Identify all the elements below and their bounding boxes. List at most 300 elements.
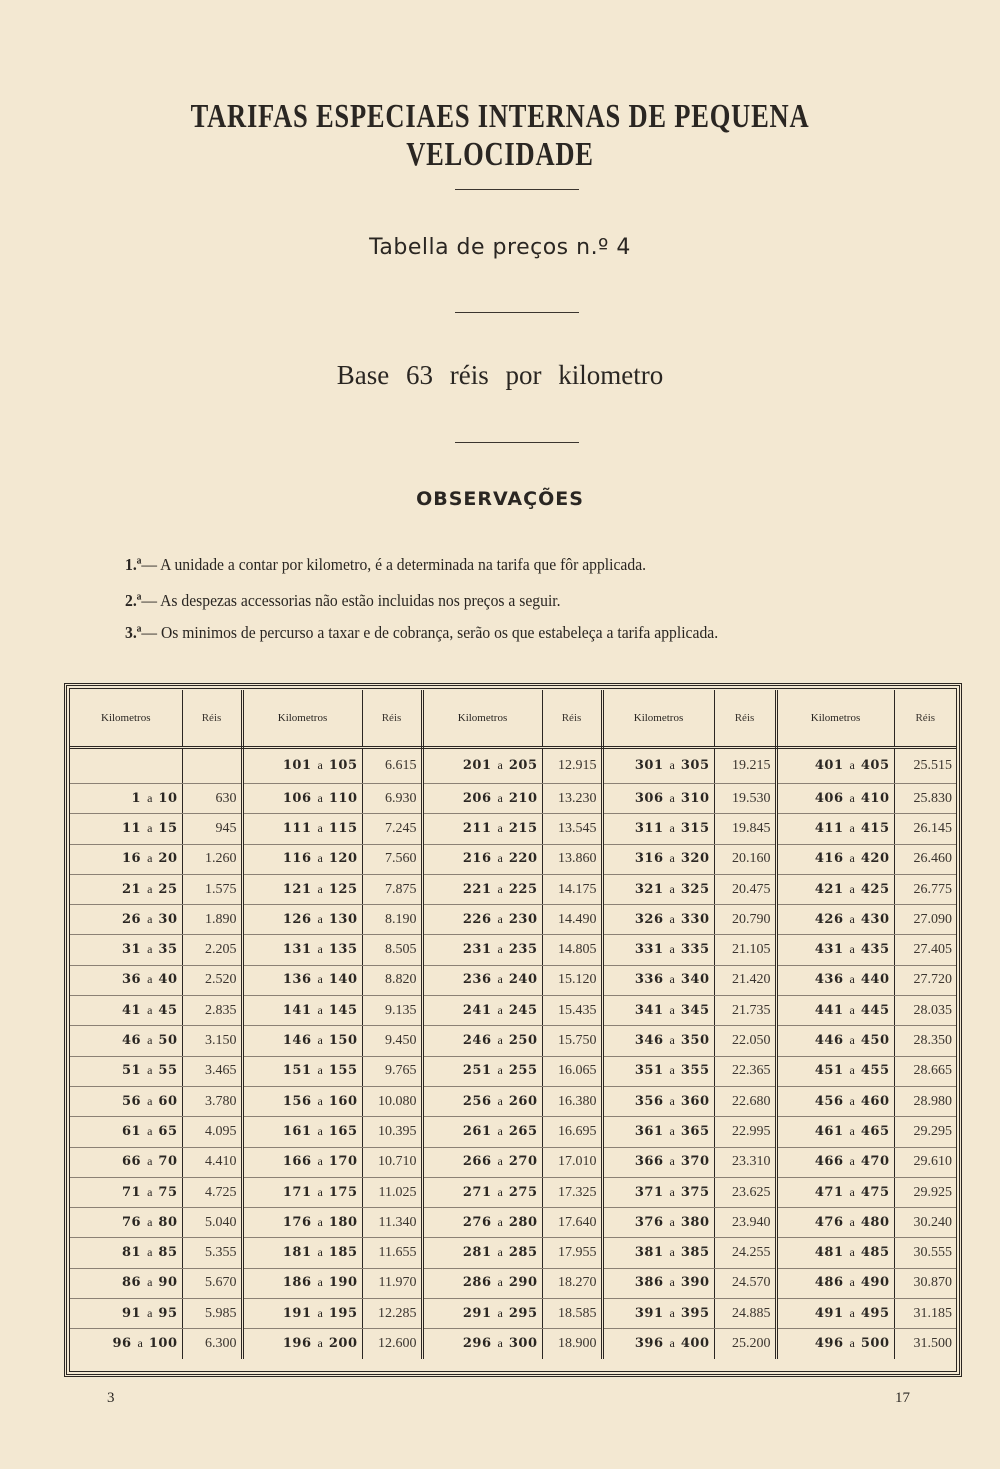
page-number-left: 3 (107, 1390, 115, 1406)
km-range-cell (776, 784, 894, 814)
km-range-cell (242, 1056, 362, 1086)
divider-rule (455, 189, 579, 190)
km-from: 266 (462, 1154, 492, 1170)
km-range-cell (242, 844, 362, 874)
km-to: 145 (328, 1002, 358, 1018)
km-from: 116 (282, 851, 312, 867)
km-range-cell (242, 748, 362, 784)
km-range-cell (242, 814, 362, 844)
header-reis: Réis (894, 690, 956, 748)
km-range-cell (70, 1056, 182, 1086)
reis-cell: 630 (182, 784, 242, 814)
km-from: 56 (121, 1093, 142, 1109)
table-row (70, 1117, 956, 1147)
km-separator: a (849, 942, 855, 957)
reis-cell: 29.610 (894, 1147, 956, 1177)
km-to: 230 (508, 911, 538, 927)
km-separator: a (147, 790, 153, 805)
km-to: 360 (680, 1093, 710, 1109)
table-row (70, 965, 956, 995)
km-range-cell (776, 1329, 894, 1359)
km-range-cell (602, 1026, 714, 1056)
km-to: 30 (158, 911, 178, 927)
km-separator: a (317, 911, 323, 926)
km-separator: a (669, 1093, 675, 1108)
km-to: 415 (860, 820, 890, 836)
km-range-cell (70, 1147, 182, 1177)
km-range-cell (242, 1299, 362, 1329)
reis-cell: 20.790 (714, 905, 776, 935)
km-range-cell (70, 814, 182, 844)
km-range-cell (242, 905, 362, 935)
reis-cell: 7.875 (362, 874, 422, 904)
reis-cell: 7.560 (362, 844, 422, 874)
km-from: 131 (282, 942, 312, 958)
reis-cell: 6.615 (362, 748, 422, 784)
km-to: 255 (508, 1063, 538, 1079)
reis-cell: 11.655 (362, 1238, 422, 1268)
reis-cell: 15.435 (542, 996, 602, 1026)
km-separator: a (849, 1214, 855, 1229)
km-from: 101 (282, 758, 312, 773)
km-to: 50 (158, 1033, 178, 1049)
km-to: 85 (158, 1245, 178, 1261)
reis-cell: 2.835 (182, 996, 242, 1026)
reis-cell: 26.145 (894, 814, 956, 844)
km-from: 296 (462, 1335, 492, 1351)
km-from: 401 (814, 758, 844, 773)
reis-cell: 3.465 (182, 1056, 242, 1086)
km-range-cell (422, 1026, 542, 1056)
reis-cell: 20.160 (714, 844, 776, 874)
km-separator: a (317, 972, 323, 987)
km-to: 280 (508, 1214, 538, 1230)
km-separator: a (849, 758, 855, 772)
km-from: 281 (462, 1245, 492, 1261)
km-from: 471 (814, 1184, 844, 1200)
reis-cell: 27.090 (894, 905, 956, 935)
km-separator: a (317, 942, 323, 957)
km-separator: a (849, 1123, 855, 1138)
reis-cell: 28.980 (894, 1086, 956, 1116)
km-from: 151 (282, 1063, 312, 1079)
km-to: 400 (680, 1335, 710, 1351)
reis-cell: 28.350 (894, 1026, 956, 1056)
km-from: 181 (282, 1245, 312, 1261)
table-header-row (70, 690, 956, 748)
table-row (70, 1238, 956, 1268)
km-range-cell (776, 996, 894, 1026)
km-separator: a (669, 758, 675, 772)
km-to: 295 (508, 1305, 538, 1321)
reis-cell: 8.505 (362, 935, 422, 965)
km-from: 496 (814, 1335, 844, 1351)
observation-note (125, 623, 718, 643)
table-row (70, 1268, 956, 1298)
km-separator: a (669, 851, 675, 866)
km-range-cell (242, 1026, 362, 1056)
km-from: 166 (282, 1154, 312, 1170)
km-separator: a (317, 790, 323, 805)
km-separator: a (497, 911, 503, 926)
km-separator: a (849, 851, 855, 866)
km-to: 100 (148, 1335, 178, 1351)
km-from: 261 (462, 1123, 492, 1139)
observations-heading: OBSERVAÇÕES (416, 488, 584, 510)
note-number: 3.ª (125, 623, 142, 642)
km-range-cell (242, 1268, 362, 1298)
km-separator: a (849, 1305, 855, 1320)
km-range-cell (70, 1026, 182, 1056)
reis-cell: 18.270 (542, 1268, 602, 1298)
km-to: 190 (328, 1275, 358, 1291)
price-table (70, 690, 956, 1359)
reis-cell: 14.490 (542, 905, 602, 935)
km-from: 236 (462, 972, 492, 988)
km-from: 451 (814, 1063, 844, 1079)
km-from: 276 (462, 1214, 492, 1230)
km-from: 476 (814, 1214, 844, 1230)
reis-cell: 22.680 (714, 1086, 776, 1116)
reis-cell: 19.530 (714, 784, 776, 814)
header-reis: Réis (362, 690, 422, 748)
km-range-cell (242, 1086, 362, 1116)
km-range-cell (70, 935, 182, 965)
km-range-cell (70, 1299, 182, 1329)
km-separator: a (147, 820, 153, 835)
reis-cell: 29.295 (894, 1117, 956, 1147)
reis-cell: 22.365 (714, 1056, 776, 1086)
reis-cell: 26.775 (894, 874, 956, 904)
km-range-cell (776, 1086, 894, 1116)
km-to: 385 (680, 1245, 710, 1261)
reis-cell: 18.585 (542, 1299, 602, 1329)
reis-cell: 23.625 (714, 1177, 776, 1207)
km-to: 350 (680, 1033, 710, 1049)
km-to: 490 (860, 1275, 890, 1291)
km-from: 156 (282, 1093, 312, 1109)
reis-cell: 945 (182, 814, 242, 844)
km-to: 485 (860, 1245, 890, 1261)
km-range-cell (776, 935, 894, 965)
km-separator: a (147, 851, 153, 866)
km-separator: a (849, 1154, 855, 1169)
km-from: 26 (121, 911, 142, 927)
km-separator: a (497, 1093, 503, 1108)
km-range-cell (602, 905, 714, 935)
km-separator: a (669, 1335, 675, 1350)
km-to: 410 (860, 790, 890, 806)
reis-cell (182, 748, 242, 784)
km-separator: a (147, 1245, 153, 1260)
km-to: 480 (860, 1214, 890, 1230)
km-to: 175 (328, 1184, 358, 1200)
reis-cell: 8.190 (362, 905, 422, 935)
km-range-cell (422, 1147, 542, 1177)
km-from: 191 (282, 1305, 312, 1321)
reis-cell: 15.120 (542, 965, 602, 995)
km-separator: a (849, 1245, 855, 1260)
km-range-cell (422, 874, 542, 904)
km-separator: a (669, 1154, 675, 1169)
km-from: 31 (121, 942, 142, 958)
km-separator: a (497, 790, 503, 805)
km-separator: a (497, 1123, 503, 1138)
km-to: 10 (158, 790, 178, 806)
km-separator: a (669, 1123, 675, 1138)
reis-cell: 28.665 (894, 1056, 956, 1086)
km-from: 321 (634, 881, 664, 897)
km-from: 481 (814, 1245, 844, 1261)
km-separator: a (849, 972, 855, 987)
km-from: 186 (282, 1275, 312, 1291)
km-range-cell (602, 874, 714, 904)
table-row (70, 1086, 956, 1116)
km-to: 430 (860, 911, 890, 927)
km-separator: a (849, 1002, 855, 1017)
table-row (70, 1299, 956, 1329)
km-range-cell (70, 784, 182, 814)
km-to: 130 (328, 911, 358, 927)
km-separator: a (669, 1305, 675, 1320)
km-from: 201 (462, 758, 492, 773)
km-separator: a (849, 1184, 855, 1199)
km-from: 91 (121, 1305, 142, 1321)
km-range-cell (422, 1117, 542, 1147)
reis-cell: 4.095 (182, 1117, 242, 1147)
km-from: 466 (814, 1154, 844, 1170)
km-to: 285 (508, 1245, 538, 1261)
reis-cell: 7.245 (362, 814, 422, 844)
km-from: 171 (282, 1184, 312, 1200)
reis-cell: 16.065 (542, 1056, 602, 1086)
km-to: 90 (158, 1275, 178, 1291)
reis-cell: 2.205 (182, 935, 242, 965)
km-range-cell (422, 1299, 542, 1329)
note-number: 2.ª (125, 591, 142, 610)
km-separator: a (317, 1214, 323, 1229)
header-kilometros: Kilometros (776, 690, 894, 748)
km-from: 316 (634, 851, 664, 867)
km-range-cell (776, 1299, 894, 1329)
km-separator: a (849, 1063, 855, 1078)
km-range-cell (602, 784, 714, 814)
reis-cell: 6.930 (362, 784, 422, 814)
km-separator: a (669, 1275, 675, 1290)
km-separator: a (317, 1123, 323, 1138)
km-range-cell (602, 1086, 714, 1116)
km-range-cell (70, 1208, 182, 1238)
reis-cell: 5.670 (182, 1268, 242, 1298)
km-range-cell (422, 1208, 542, 1238)
km-separator: a (317, 1305, 323, 1320)
page-number-right: 17 (895, 1390, 910, 1406)
km-to: 60 (158, 1093, 178, 1109)
km-to: 380 (680, 1214, 710, 1230)
km-separator: a (317, 1033, 323, 1048)
km-separator: a (147, 1063, 153, 1078)
divider-rule (455, 312, 579, 313)
km-to: 110 (328, 790, 358, 806)
observation-note (125, 591, 561, 611)
km-from: 251 (462, 1063, 492, 1079)
km-separator: a (317, 1184, 323, 1199)
km-range-cell (776, 1177, 894, 1207)
km-from: 86 (121, 1275, 142, 1291)
km-range-cell (602, 1299, 714, 1329)
table-subtitle: Tabella de preços n.º 4 (369, 235, 631, 260)
divider-rule (455, 442, 579, 443)
km-to: 395 (680, 1305, 710, 1321)
km-from: 441 (814, 1002, 844, 1018)
km-from: 106 (282, 790, 312, 806)
km-to: 340 (680, 972, 710, 988)
km-to: 475 (860, 1184, 890, 1200)
reis-cell: 1.575 (182, 874, 242, 904)
km-to: 500 (860, 1335, 890, 1351)
km-from: 341 (634, 1002, 664, 1018)
km-separator: a (669, 1033, 675, 1048)
km-from: 126 (282, 911, 312, 927)
km-separator: a (147, 1123, 153, 1138)
table-row (70, 996, 956, 1026)
km-separator: a (317, 820, 323, 835)
km-from: 381 (634, 1245, 664, 1261)
reis-cell: 12.285 (362, 1299, 422, 1329)
km-from: 376 (634, 1214, 664, 1230)
reis-cell: 28.035 (894, 996, 956, 1026)
table-row (70, 1177, 956, 1207)
km-range-cell (776, 874, 894, 904)
km-to: 245 (508, 1002, 538, 1018)
reis-cell: 30.555 (894, 1238, 956, 1268)
km-separator: a (497, 972, 503, 987)
reis-cell: 12.915 (542, 748, 602, 784)
km-separator: a (669, 1002, 675, 1017)
reis-cell: 5.985 (182, 1299, 242, 1329)
km-range-cell (602, 748, 714, 784)
km-separator: a (317, 1245, 323, 1260)
km-from: 356 (634, 1093, 664, 1109)
km-range-cell (70, 748, 182, 784)
km-from: 351 (634, 1063, 664, 1079)
table-row (70, 748, 956, 784)
km-separator: a (669, 790, 675, 805)
km-from: 226 (462, 911, 492, 927)
note-text: — Os minimos de percurso a taxar e de cobrança, serão os que estabeleça a tarifa applicada. (141, 623, 719, 642)
km-range-cell (602, 1329, 714, 1359)
km-to: 325 (680, 881, 710, 897)
km-to: 120 (328, 851, 358, 867)
reis-cell: 17.010 (542, 1147, 602, 1177)
km-to: 170 (328, 1154, 358, 1170)
reis-cell: 17.640 (542, 1208, 602, 1238)
km-range-cell (776, 814, 894, 844)
km-to: 225 (508, 881, 538, 897)
km-to: 240 (508, 972, 538, 988)
km-from: 306 (634, 790, 664, 806)
km-range-cell (602, 1147, 714, 1177)
reis-cell: 13.230 (542, 784, 602, 814)
km-to: 275 (508, 1184, 538, 1200)
km-to: 460 (860, 1093, 890, 1109)
km-from: 406 (814, 790, 844, 806)
reis-cell: 16.380 (542, 1086, 602, 1116)
km-range-cell (776, 1147, 894, 1177)
km-range-cell (242, 965, 362, 995)
reis-cell: 1.890 (182, 905, 242, 935)
km-separator: a (849, 1093, 855, 1108)
reis-cell: 22.995 (714, 1117, 776, 1147)
reis-cell: 27.720 (894, 965, 956, 995)
km-range-cell (602, 1208, 714, 1238)
km-range-cell (242, 1238, 362, 1268)
km-to: 425 (860, 881, 890, 897)
table-row (70, 1026, 956, 1056)
km-range-cell (70, 905, 182, 935)
km-range-cell (776, 748, 894, 784)
km-range-cell (776, 1117, 894, 1147)
km-from: 136 (282, 972, 312, 988)
km-separator: a (147, 942, 153, 957)
reis-cell: 3.780 (182, 1086, 242, 1116)
km-separator: a (497, 1335, 503, 1350)
km-from: 161 (282, 1123, 312, 1139)
km-separator: a (137, 1335, 143, 1350)
km-from: 371 (634, 1184, 664, 1200)
base-rate: Base 63 réis por kilometro (336, 360, 664, 390)
km-range-cell (602, 996, 714, 1026)
km-range-cell (422, 1086, 542, 1116)
km-separator: a (497, 1184, 503, 1199)
km-to: 310 (680, 790, 710, 806)
km-from: 141 (282, 1002, 312, 1018)
km-range-cell (70, 844, 182, 874)
reis-cell: 24.255 (714, 1238, 776, 1268)
km-to: 105 (328, 758, 358, 773)
reis-cell: 20.475 (714, 874, 776, 904)
km-range-cell (422, 814, 542, 844)
header-reis: Réis (714, 690, 776, 748)
km-range-cell (242, 1177, 362, 1207)
reis-cell: 3.150 (182, 1026, 242, 1056)
km-separator: a (497, 1275, 503, 1290)
reis-cell: 15.750 (542, 1026, 602, 1056)
km-range-cell (602, 965, 714, 995)
reis-cell: 12.600 (362, 1329, 422, 1359)
note-text: — A unidade a contar por kilometro, é a determinada na tarifa que fôr applicada. (141, 555, 647, 574)
km-to: 150 (328, 1033, 358, 1049)
km-to: 315 (680, 820, 710, 836)
km-range-cell (602, 1268, 714, 1298)
km-separator: a (147, 972, 153, 987)
header-reis: Réis (542, 690, 602, 748)
km-range-cell (776, 1056, 894, 1086)
km-to: 205 (508, 758, 538, 773)
km-range-cell (422, 748, 542, 784)
km-from: 66 (121, 1154, 142, 1170)
km-range-cell (422, 1238, 542, 1268)
km-separator: a (849, 820, 855, 835)
km-to: 220 (508, 851, 538, 867)
header-kilometros: Kilometros (602, 690, 714, 748)
km-separator: a (669, 1214, 675, 1229)
km-from: 361 (634, 1123, 664, 1139)
km-to: 355 (680, 1063, 710, 1079)
page-title: TARIFAS ESPECIAES INTERNAS DE PEQUENA VELOCIDADE (190, 98, 810, 173)
km-range-cell (776, 1208, 894, 1238)
km-range-cell (422, 1329, 542, 1359)
